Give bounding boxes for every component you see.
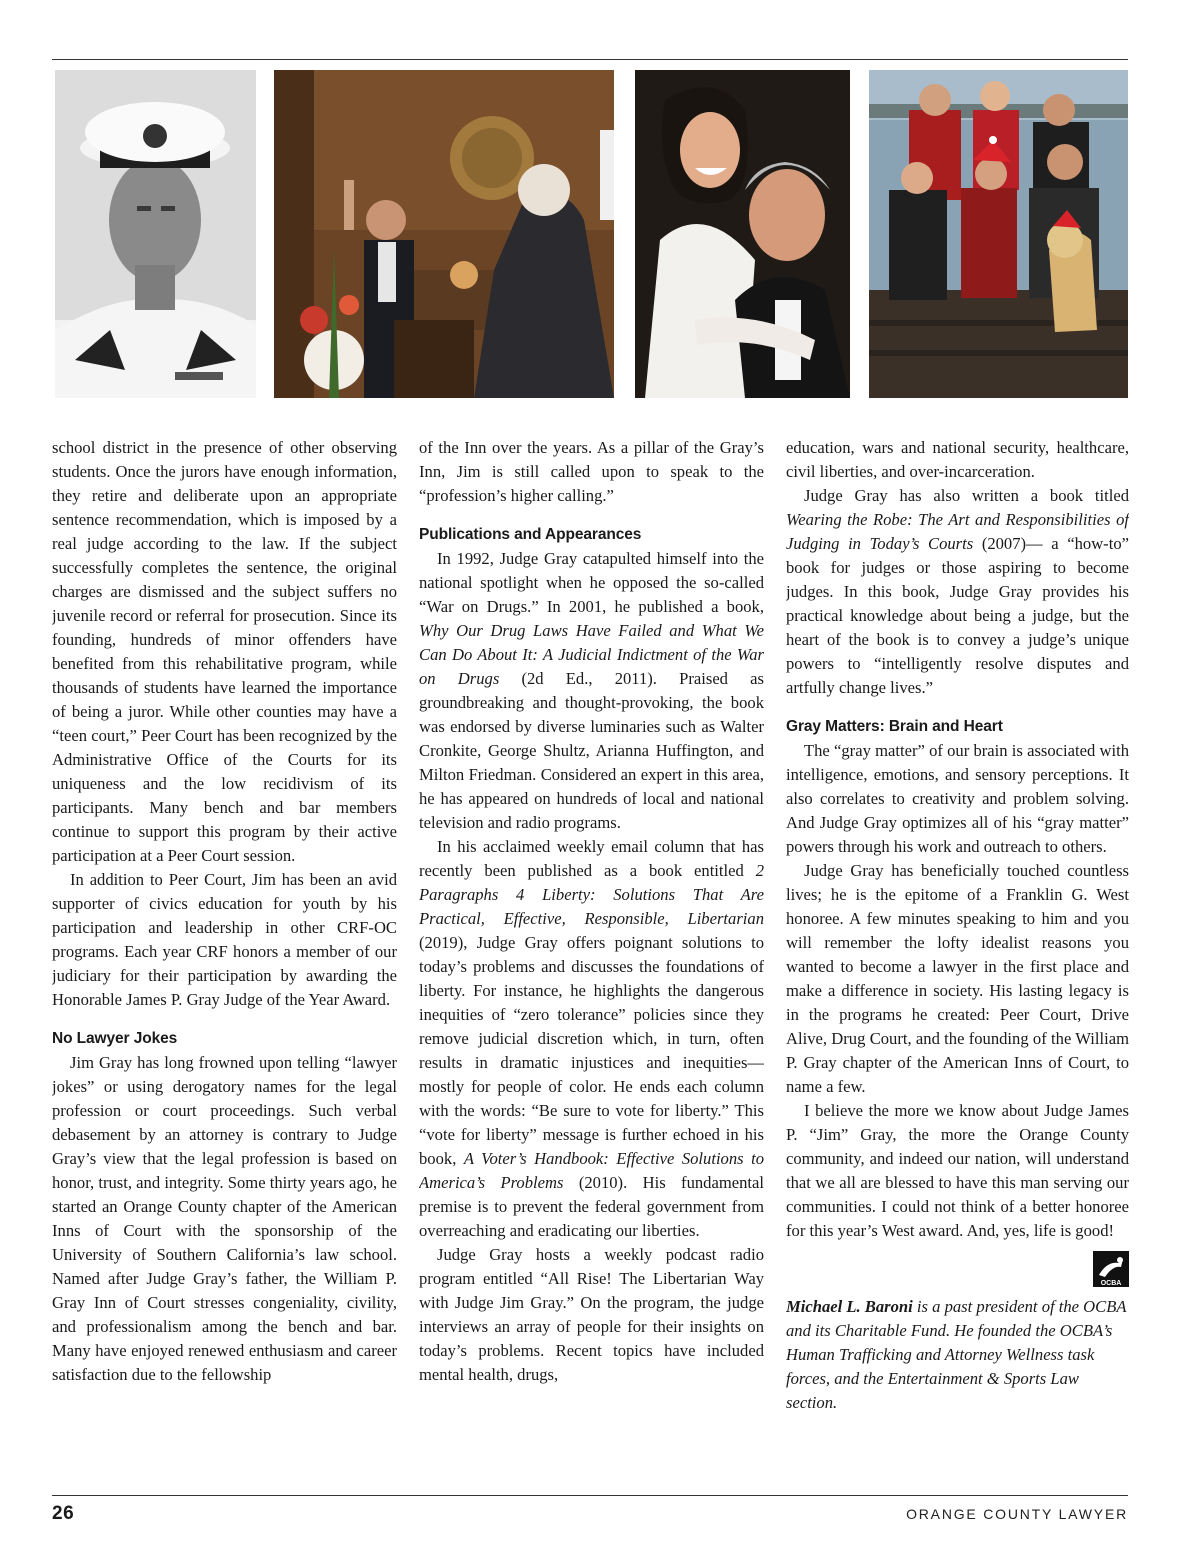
ocba-logo bbox=[786, 1243, 1129, 1287]
publication-name: ORANGE COUNTY LAWYER bbox=[906, 1506, 1128, 1522]
article-column-1 bbox=[52, 436, 397, 1488]
article-column-2 bbox=[419, 436, 764, 1488]
paragraph bbox=[419, 835, 764, 1243]
author-name: Michael L. Baroni bbox=[786, 1297, 913, 1316]
text-run: In 1992, Judge Gray catapulted himself into the national spotlight when he opposed the so-called “War on Drugs.” In 2001, he published a book, bbox=[419, 549, 764, 616]
book-title: A Voter’s Handbook: Effective Solutions to America’s Problems bbox=[419, 1149, 764, 1192]
section-heading-gray-matters: Gray Matters: Brain and Heart bbox=[786, 718, 1003, 735]
page-number: 26 bbox=[52, 1503, 75, 1524]
paragraph: of the Inn over the years. As a pillar of the Gray’s Inn, Jim is still called upon to speak to the “profession’s higher calling.” bbox=[419, 438, 764, 505]
photo-family bbox=[869, 70, 1128, 398]
photo-strip bbox=[52, 70, 1128, 398]
photo-naval-officer bbox=[55, 70, 256, 398]
author-bio bbox=[786, 1295, 1129, 1415]
book-title: 2 Paragraphs 4 Liberty: Solutions That Are Practical, Effective, Responsible, Libertarian bbox=[419, 861, 764, 928]
text-run: (2010). His fundamental premise is to prevent the federal government from overreaching and eradicating our liberties. bbox=[419, 1173, 764, 1240]
book-title: Wearing the Robe: The Art and Responsibilities of Judging in Today’s Courts bbox=[786, 510, 1129, 553]
paragraph: education, wars and national security, healthcare, civil liberties, and over-incarceration. bbox=[786, 438, 1129, 481]
text-run: In his acclaimed weekly email column that has recently been published as a book entitled bbox=[419, 837, 764, 880]
paragraph bbox=[786, 484, 1129, 700]
article-column-3 bbox=[786, 436, 1129, 1488]
author-bio-text: is a past president of the OCBA and its Charitable Fund. He founded the OCBA’s Human Trafficking and Attorney Wellness task forces, and the Entertainment & Sports Law section. bbox=[786, 1297, 1127, 1412]
paragraph: Judge Gray has beneficially touched countless lives; he is the epitome of a Franklin G. West honoree. A few minutes speaking to him and you will remember the lofty idealist reasons you wanted to become a lawyer in the first place and make a difference in society. His lasting legacy is in the programs he created: Peer Court, Drive Alive, Drug Court, and the founding of the William P. Gray chapter of the American Inns of Court, to name a few. bbox=[786, 861, 1129, 1096]
photo-couple bbox=[635, 70, 850, 398]
paragraph bbox=[419, 547, 764, 835]
book-title: Why Our Drug Laws Have Failed and What We Can Do About It: A Judicial Indictment of the War on Drugs bbox=[419, 621, 764, 688]
paragraph: Jim Gray has long frowned upon telling “lawyer jokes” or using derogatory names for the legal profession or court proceedings. Such verbal debasement by an attorney is contrary to Judge Gray’s view that the legal profession is based on honor, trust, and integrity. Some thirty years ago, he started an Orange County chapter of the American Inns of Court with the sponsorship of the University of Southern California’s law school. Named after Judge Gray’s father, the William P. Gray Inn of Court stresses congeniality, civility, and professionalism among the bench and bar. Many have enjoyed renewed enthusiasm and career satisfaction due to the fellowship bbox=[52, 1053, 397, 1384]
section-heading-publications: Publications and Appearances bbox=[419, 526, 642, 543]
ocba-logo-text: OCBA bbox=[1100, 1280, 1122, 1287]
ocba-logo-mark bbox=[1093, 1251, 1129, 1287]
paragraph: school district in the presence of other observing students. Once the jurors have enough information, they retire and deliberate upon an appropriate sentence recommendation, which is imposed by a real judge according to the law. If the subject successfully completes the sentence, the original charges are dismissed and the subject suffers no juvenile record or referral for prosecution. Since its founding, hundreds of minor offenders have benefited from this rehabilitative program, while thousands of students have learned the importance of being a juror. While other counties may have a “teen court,” Peer Court has been recognized by the Administrative Office of the Courts for its uniqueness and the low recidivism of its participants. Many bench and bar members continue to support this program by their active participation at a Peer Court session. bbox=[52, 438, 397, 865]
bottom-rule bbox=[52, 1495, 1128, 1496]
text-run: Judge Gray has also written a book titled bbox=[804, 486, 1129, 505]
paragraph: In addition to Peer Court, Jim has been an avid supporter of civics education for youth by his participation and leadership in other CRF-OC programs. Each year CRF honors a member of our judiciary for their participation by awarding the Honorable James P. Gray Judge of the Year Award. bbox=[52, 870, 397, 1009]
paragraph: Judge Gray hosts a weekly podcast radio program entitled “All Rise! The Libertarian Way with Judge Jim Gray.” On the program, the judge interviews an array of people for their insights on today’s problems. Recent topics have included mental health, drugs, bbox=[419, 1245, 764, 1384]
photo-swearing-in bbox=[274, 70, 614, 398]
text-run: (2d Ed., 2011). Praised as groundbreaking and thought-provoking, the book was endorsed by diverse luminaries such as Walter Cronkite, George Shultz, Arianna Huffington, and Milton Friedman. Considered an expert in this area, he has appeared on hundreds of local and national television and radio programs. bbox=[419, 669, 764, 832]
paragraph: I believe the more we know about Judge James P. “Jim” Gray, the more the Orange County community, and indeed our nation, will understand that we all are blessed to have this man serving our communities. I could not think of a better honoree for this year’s West award. And, yes, life is good! bbox=[786, 1101, 1129, 1240]
paragraph: The “gray matter” of our brain is associated with intelligence, emotions, and sensory perceptions. It also correlates to creativity and problem solving. And Judge Gray optimizes all of his “gray matter” powers through his work and outreach to others. bbox=[786, 741, 1129, 856]
section-heading-no-lawyer-jokes: No Lawyer Jokes bbox=[52, 1030, 178, 1047]
text-run: (2019), Judge Gray offers poignant solutions to today’s problems and discusses the foundations of liberty. For instance, he highlights the dangerous inequities of “zero tolerance” policies since they remove judicial discretion which, in turn, often results in dramatic injustices and inequities—mostly for people of color. He ends each column with the words: “Be sure to vote for liberty.” This “vote for liberty” message is further echoed in his book, bbox=[419, 933, 764, 1168]
top-rule bbox=[52, 59, 1128, 60]
text-run: (2007)— a “how-to” book for judges or those aspiring to become judges. In this book, Judge Gray provides his practical knowledge about being a judge, but the heart of the book is to convey a judge’s unique powers to “intelligently resolve disputes and artfully change lives.” bbox=[786, 534, 1129, 697]
